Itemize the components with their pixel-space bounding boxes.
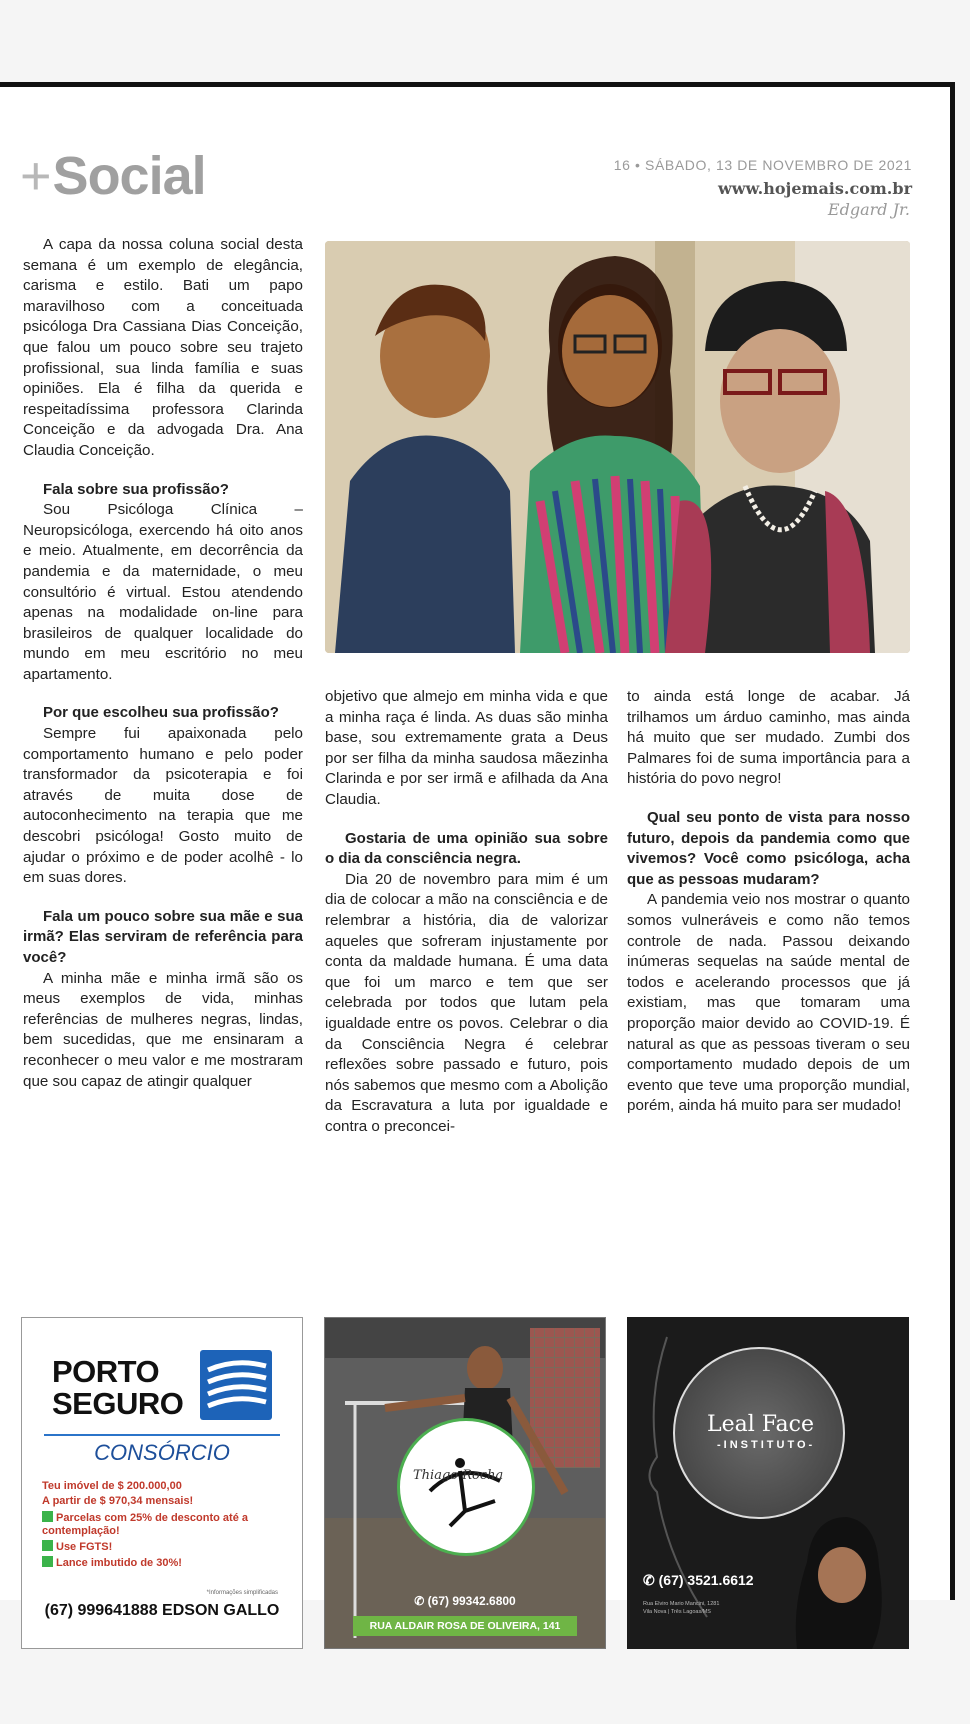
answer-paragraph: objetivo que almejo em minha vida e que a minha raça é linda. As duas são minha base, sou extremamente grata a Deus por ser filha da minha saudosa mãezinha Clarinda e por ser irmã e afilhada da Ana Claudia. — [325, 688, 608, 808]
porto-benefit-text: Parcelas com 25% de desconto até a contemplação! — [42, 1512, 248, 1537]
porto-benefit-text: Lance imbutido de 30%! — [56, 1557, 182, 1569]
dateline: 16 • SÁBADO, 13 DE NOVEMBRO DE 2021 — [613, 157, 912, 173]
leal-address — [643, 1600, 719, 1616]
porto-fine-print: *Informações simplificadas — [206, 1590, 278, 1596]
question-heading: Por que escolheu sua profissão? — [43, 704, 279, 722]
porto-benefit-text: Use FGTS! — [56, 1541, 113, 1553]
leal-address-line: Vila Nova | Três Lagoas/MS — [643, 1609, 711, 1615]
checkmark-icon — [42, 1511, 53, 1522]
porto-divider — [44, 1434, 280, 1436]
porto-logo-icon — [200, 1350, 272, 1420]
section-name: Social — [52, 146, 206, 206]
answer-paragraph: Sou Psicóloga Clínica – Neuropsicóloga, exercendo há oito anos e meio. Atualmente, em decorrência da pandemia e da maternidade, o meu consultório é virtual. Estou atendendo apenas na modalidade on-line para brasileiros de qualquer localidade do mundo em meu escritório no meu apartamento. — [23, 501, 303, 683]
checkmark-icon — [42, 1540, 53, 1551]
dance-phone — [325, 1594, 605, 1608]
checkmark-icon — [42, 1556, 53, 1567]
porto-benefit-item — [42, 1511, 292, 1538]
phone-icon: ✆ — [643, 1572, 659, 1588]
porto-brand-line2: SEGURO — [52, 1386, 184, 1421]
dance-phone-number: (67) 99342.6800 — [427, 1594, 516, 1608]
answer-paragraph: A minha mãe e minha irmã são os meus exemplos de vida, minhas referências de mulheres negras, lindas, bem sucedidas, que me ensinaram a reconhecer o meu valor e me mostraram que sou capaz de atingir qualquer — [23, 969, 303, 1090]
question-heading: Fala um pouco sobre sua mãe e sua irmã? Elas serviram de referência para você? — [23, 907, 303, 966]
section-title — [20, 145, 206, 207]
whatsapp-icon: ✆ — [414, 1594, 428, 1608]
plus-sign: + — [20, 146, 51, 206]
article-column-1 — [23, 235, 303, 1092]
ad-leal-face[interactable] — [627, 1317, 909, 1649]
question-heading: Gostaria de uma opinião sua sobre o dia da consciência negra. — [325, 829, 608, 868]
dance-logo-text: Thiago Rocha — [413, 1468, 504, 1483]
leal-address-line: Rua Elviro Mario Mancini, 1281 — [643, 1601, 720, 1607]
answer-paragraph: Dia 20 de novembro para mim é um dia de colocar a mão na consciência e de relembrar a história, dia de valorizar aqueles que sofreram injustamente por conta da maldade humana. É uma data que foi um marco e tem que ser celebrada por todos que lutam pela igualdade entre os povos. Celebrar o dia da Consciência Negra é celebrar reflexões sobre passado e futuro, pois nós sabemos que mesmo com a Abolição da Escravatura a luta por igualdade e contra o preconcei- — [325, 870, 608, 1135]
question-heading: Qual seu ponto de vista para nosso futuro, depois da pandemia como que vivemos? Você como psicóloga, acha que as pessoas mudaram? — [627, 808, 910, 888]
answer-paragraph: to ainda está longe de acabar. Já trilhamos um árduo caminho, mas ainda há muito que ser mudado. Zumbi dos Palmares foi de suma importância para a história do povo negro! — [627, 688, 910, 788]
porto-product: CONSÓRCIO — [94, 1440, 230, 1465]
question-heading: Fala sobre sua profissão? — [43, 480, 229, 498]
photo-illustration — [325, 241, 910, 653]
ad-porto-seguro[interactable] — [21, 1317, 303, 1649]
answer-paragraph: Sempre fui apaixonada pelo comportamento humano e pelo poder transformador da psicoterapia e foi através de muita dose de autoconhecimento na terapia que me descobri psicóloga! Gosto muito de ajudar o próximo e de poder acolhê - lo em suas dores. — [23, 725, 303, 887]
porto-benefit-item — [42, 1540, 292, 1554]
article-column-3 — [627, 687, 910, 1117]
porto-benefit-item — [42, 1556, 292, 1570]
article-column-2 — [325, 687, 608, 1137]
porto-installment-line: A partir de $ 970,34 mensais! — [42, 1495, 194, 1507]
leal-phone-number: (67) 3521.6612 — [658, 1572, 754, 1588]
newspaper-page — [0, 82, 955, 1632]
leal-subtitle: -INSTITUTO- — [717, 1439, 816, 1451]
answer-paragraph: A pandemia veio nos mostrar o quanto somos vulneráveis e como não temos controle de nada. Passou deixando inúmeras sequelas na saúde mental de todos e acelerando processos que já existiam, mas que tomaram uma proporção maior devido ao COVID-19. É natural as que as pessoas tiveram o seu comportamento mudado depois de um evento que teve uma proporção mundial, porém, ainda há muito para ser mudado! — [627, 891, 910, 1115]
intro-paragraph: A capa da nossa coluna social desta semana é um exemplo de elegância, carisma e estilo. Bati um papo maravilhoso com a conceituada psicóloga Dra Cassiana Dias Conceição, que falou um pouco sobre seu trajeto profissional, sua linda família e suas opiniões. Ela é filha da querida e respeitadíssima professora Clarinda Conceição e da advogada Dra. Ana Claudia Conceição. — [23, 236, 303, 459]
leal-phone — [643, 1572, 754, 1589]
cover-photo — [325, 241, 910, 653]
website-url[interactable]: www.hojemais.com.br — [717, 179, 912, 198]
porto-price-line: Teu imóvel de $ 200.000,00 — [42, 1480, 182, 1492]
author-signature: Edgard Jr. — [827, 200, 910, 219]
dance-logo-badge — [397, 1418, 535, 1556]
dance-address: RUA ALDAIR ROSA DE OLIVEIRA, 141 — [353, 1616, 577, 1636]
leal-brand: Leal Face — [707, 1412, 815, 1437]
porto-brand-line1: PORTO — [52, 1354, 160, 1389]
porto-brand — [52, 1356, 183, 1420]
ad-dance-studio[interactable] — [324, 1317, 606, 1649]
porto-contact: (67) 999641888 EDSON GALLO — [44, 1602, 280, 1619]
